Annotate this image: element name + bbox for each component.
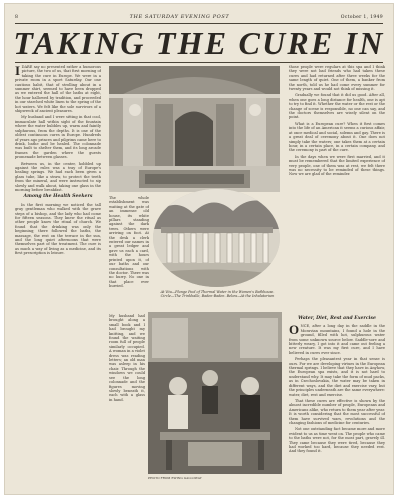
drop-cap: O (289, 322, 300, 338)
paragraph: NCE, after a long day in the saddle in the Moravian mountains, I found a hole in the ground, filled with hot, sulphurous water from some unknown source below. Saddle-sore and bitterly weary, I got into it and came out feeling a new creature. It was my first cure, and I have believed in cures ever since. (289, 324, 385, 355)
paragraph: My husband and I were sitting in that cool, immaculate hall within sight of the fountain where the water bubbles up, warm and faintly sulphurous, from the depths. It is one of the oldest continuous cures in Europe. Hundreds of years ago princes and pilgrims came here to drink, bathe and be healed. The colonnade was built to shelter them, and its long arcade frames the garden where the guests promenade between glasses. (15, 115, 101, 160)
paragraph: My husband had brought along a small book and I had brought my knitting, and we found the waiting room full of people similarly occupied. A woman in a violet dress was reading letters; an old man was asleep in his chair. Through the windows we could see the long colonnade and the figures moving slowly beneath it, each with a glass in hand. (109, 314, 145, 402)
paragraph: What is a European cure? When it first comes into the life of an American it seems a curious affair, at once medical and social, solemn and gay. There is a great deal of ceremony about it. One does not simply take the waters; one takes them at a certain hour, in a certain place, in a certain company, and the ceremony is part of the cure. (289, 121, 385, 153)
section-heading: Among the Health Seekers (23, 194, 93, 200)
headline: TAKING THE CURE IN (13, 24, 385, 61)
page-number: 8 (15, 14, 19, 20)
paragraph: those people were regulars at this spa and I think they were not bad friends who had taken these cures and had returned after three weeks for the same length of quiet. One of them, a banker from the north, told us he had come every summer for twenty years and would not think of missing it. (289, 65, 385, 92)
photo-credit: PHOTO FROM EWING GALLOWAY (148, 476, 202, 480)
magazine-page (5, 4, 393, 494)
paragraph: The whole establishment was waiting at the gate of an immense old house, its white pillars standing against the dark trees. Others were arriving on foot. At the desk a clerk entered our names in a great ledger and gave us each a card, with the hours printed upon it, of our baths and our consultations with the doctor. There was no hurry. No one in that place ever hurried. (109, 196, 149, 289)
paragraph: In the days when we were first married, and it must be remembered that the limited experience of very people, one of them was at rest, we felt there was no necessity to be reminded of these things. Now we are glad of the reminder. (289, 154, 385, 177)
paragraph: Perhaps the pleasantest year in that sense is ours. For we are developing virtues in the European thermal springs. I believe that they have in Anyhow, the European spa exists, and it is not hard to understand why. It may take the form of mud packs, as in Czechoslovakia, the water may be taken in different ways, and the diet and exercise vary, but the principles underneath are the same everywhere: water, diet, rest and exercise. (289, 357, 385, 397)
masthead: THE SATURDAY EVENING POST (129, 14, 230, 20)
inhalatorium-illustration (148, 312, 282, 474)
colonnade-caption: At Vóu—Plunge Pool of Thermal Water in the Women's Bathhouse. Circle—The Trinkhalle, Baden-Baden. Below—At the Inhalatorium (160, 290, 275, 299)
paragraph: Between us, in the center, hobbled up against the rules was a tray of Europe's healing springs. We had each been given a glass tube, like a straw, to protect the teeth from the mineral, and were instructed to sip slowly and walk about, taking one glass in the morning before breakfast. (15, 161, 101, 192)
section-heading: Water, Diet, Rest and Exercise (298, 316, 376, 321)
bath-interior-illustration (109, 66, 280, 192)
photo-bath-interior (109, 66, 280, 192)
photo-colonnade (153, 189, 280, 287)
page-header (15, 12, 383, 22)
headline-rule (15, 62, 383, 63)
article-column-2b (109, 314, 145, 484)
colonnade-illustration (153, 189, 280, 287)
paragraph: That these cures are effective is shown by the almost incredible number of people, Europeans and Americans alike, who return to them year after year. It is worth considering that the most successful of them have survived wars, revolutions and the changing fashions of medicine for centuries. (289, 398, 385, 425)
drop-cap: I (15, 65, 21, 78)
paragraph: DARE say no presented rather a humorous picture, the two of us, that first morning of taking the cure in Europe. We were in a private room in a sport Saturday. Our one cautious habit, that of strolling about in a summer shirt, seemed to have been dropped as we entered the hall of the baths at eight, the hour hallowed by tradition, and proceeded in our starched white linen to the spring of the hot waters. We felt like the sole survivors of a shipwreck of ancient pleasures. (15, 65, 101, 114)
issue-date: October 1, 1949 (340, 14, 383, 20)
article-column-1 (15, 65, 101, 485)
article-column-2 (109, 196, 149, 312)
paragraph: In the first morning we noticed the tall gray gentleman who walked with the grave steps of a bishop, and the lady who had come for fifteen seasons. They knew the ritual as other people know the ritual of church. We found that the drinking was only the beginning; there followed the baths, the massage, the rest on the terrace in the sun, and the long quiet afternoons that were themselves part of the treatment. The cure is as much a way of living as a medicine, and its first prescription is leisure. (15, 202, 101, 256)
photo-inhalatorium (148, 312, 282, 474)
article-column-4 (289, 314, 385, 484)
article-column-3 (289, 65, 385, 310)
paragraph: Gradually we found that it did us good. After all, when one goes a long distance for health, one is apt to try to find it. Whether the water or the rest or the change of scene is responsible, no one can say, and the doctors themselves are wisely silent on the point. (289, 93, 385, 120)
paragraph: Not one outstanding fact became more and more evident to us as time went on. The people who came to the baths were not, for the most part, gravely ill. They came because they were tired, because they had worked too hard, because they needed rest. And they found it. (289, 427, 385, 454)
